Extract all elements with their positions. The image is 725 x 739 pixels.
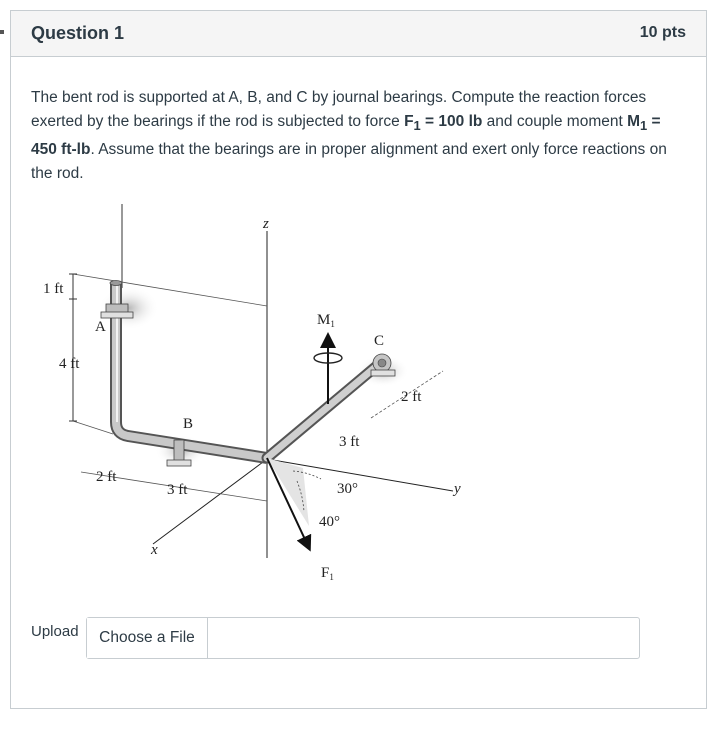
bearing-a-base [101,312,133,318]
label-b: B [183,416,194,432]
force-f1-text [404,113,483,134]
bearing-c-base [371,370,395,376]
label-1-ft: 1 ft [43,281,64,297]
label-c: C [374,333,385,349]
force-f1-value: = 100 lb [420,113,483,130]
question-title: Question 1 [31,23,125,43]
question-text [31,86,681,186]
label-2-ft-right: 2 ft [401,389,422,405]
reference-line-bottom [73,421,113,434]
force-f1-label: $F_1$ [321,565,334,582]
label-3-ft-left: 3 ft [167,482,188,498]
x-axis [153,459,267,544]
question-points: 10 pts [639,24,686,41]
label-30-deg: 30° [337,481,358,497]
moment-m1-subscript: 1 [640,118,648,134]
label-4-ft: 4 ft [59,356,80,372]
choose-file-button[interactable]: Choose a File [87,618,208,658]
bent-rod-diagram [31,196,511,591]
force-f1-symbol: F [404,113,414,130]
question-header [11,11,706,57]
bent-rod-figure [31,196,511,591]
question-text-part-3: . Assume that the bearings are in proper alignment and exert only force reactions on the rod. [31,141,667,183]
rod-segment-c [267,364,379,458]
left-edge-marker [0,30,4,34]
upload-label: Upload [31,623,79,640]
bearing-b-base [167,460,191,466]
label-40-deg: 40° [319,514,340,530]
x-axis-label: x [151,542,158,558]
moment-m1-value: = 450 ft-lb [31,113,661,159]
question-text-part-2: and couple moment [482,113,628,130]
question-card [10,10,707,709]
force-angle-plane [267,458,309,526]
moment-m1-label: $M_1$ [317,312,335,329]
question-text-part-1: The bent rod is supported at A, B, and C by journal bearings. Compute the reaction forces exerted by the bearings if the rod is subjected to force [31,89,647,130]
force-f1-subscript: 1 [413,118,421,134]
moment-m1-symbol: M [627,113,641,130]
label-a: A [95,319,106,335]
y-axis-label: y [454,481,461,497]
z-axis-label: z [263,216,269,232]
label-2-ft-left: 2 ft [96,469,117,485]
rod-top-cap [110,281,122,286]
label-3-ft-right: 3 ft [339,434,360,450]
bearing-c-hole [378,359,386,367]
file-upload-field[interactable] [86,617,640,659]
